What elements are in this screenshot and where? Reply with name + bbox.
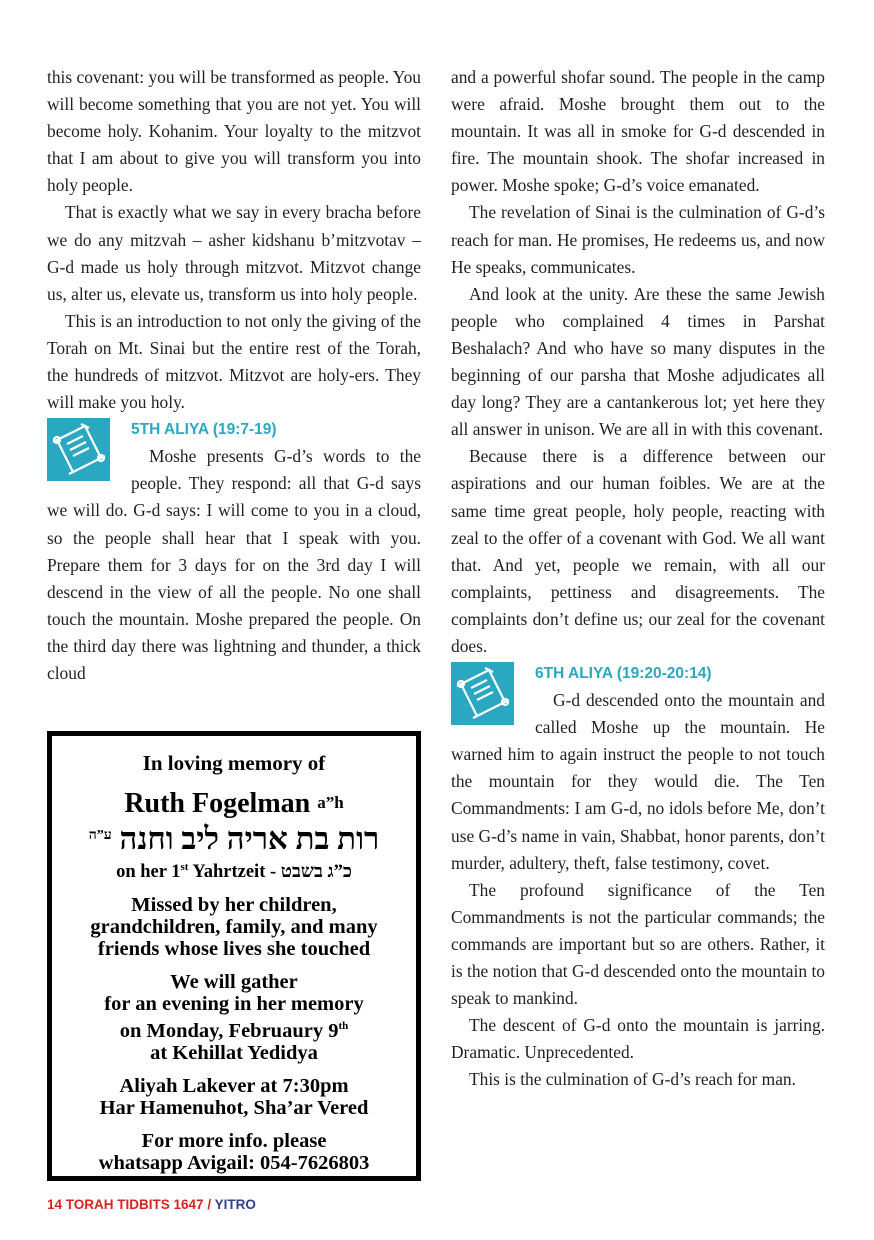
memorial-intro: In loving memory of [142,751,326,775]
footer-parsha: YITRO [214,1197,256,1212]
aliya-text: G-d descended onto the mountain and called Moshe up the mountain. He warned him to again instruct the people to not touch the mountain for they would die. The Ten Commandments: I am G-d, no idols before Me, don’t use G-d’s name in vain, Shabbat, honor parents, don’t murder, adultery, theft, false testimony, covet. [451,690,825,873]
torah-scroll-icon [47,418,110,481]
memorial-notice [47,731,421,1181]
missed-line: Missed by her children, [131,894,337,917]
aliya-title: 6TH ALIYA (19:20-20:14) [535,665,712,683]
paragraph: The profound significance of the Ten Commandments is not the particular commands; the commands are important but so are others. Rather, it is the notion that G-d descended onto the mountain to speak to mankind. [451,879,825,1009]
aliya-6-section [451,660,825,877]
yahrtzeit-hebrew: כ”ג בשבט [280,862,352,883]
memorial-missed [52,894,416,960]
footer-page-label: 14 TORAH TIDBITS 1647 [47,1197,204,1212]
gather-line: We will gather [170,971,298,994]
gather-date: on Monday, Februaury 9 [119,1019,339,1042]
missed-line: grandchildren, family, and many [90,916,378,939]
paragraph: And look at the unity. Are these the same Jewish people who complained 4 times in Parshat Beshalach? And who have so many disputes in the beginning of our parsha that Moshe adjudicates all day long? They are a cantankerous lot; yet here they all answer in unison. We are all in with this covenant. [451,283,825,440]
memorial-name-text: Ruth Fogelman [124,788,311,819]
paragraph: this covenant: you will be transformed as people. You will become something that you are not yet. You will become holy. Kohanim. Your loyalty to the mitzvot that I am about to give you will transform you into holy people. [47,67,421,196]
info-line: For more info. please [141,1129,327,1152]
footer-separator: / [203,1197,215,1212]
memorial-aliyah [52,1075,416,1119]
memorial-name-suffix: a”h [317,793,344,812]
memorial-info [52,1130,416,1174]
missed-line: friends whose lives she touched [97,938,371,961]
memorial-yahrtzeit [52,856,416,883]
aliyah-line: Har Hamenuhot, Sha’ar Vered [99,1096,369,1119]
aliyah-line: Aliyah Lakever at 7:30pm [119,1074,349,1097]
paragraph: This is an introduction to not only the giving of the Torah on Mt. Sinai but the entire rest of the Torah, the hundreds of mitzvot. Mitzvot are holy-ers. They will make you holy. [47,310,421,413]
gather-date-sup: th [338,1020,349,1033]
paragraph: That is exactly what we say in every bracha before we do any mitzvah – asher kidshanu b’mitzvotav – G-d made us holy through mitzvot. Mitzvot change us, alter us, elevate us, transform us into holy people. [47,202,421,304]
paragraph: This is the culmination of G-d’s reach for man. [469,1069,796,1090]
paragraph: The revelation of Sinai is the culmination of G-d’s reach for man. He promises, He redeems us, and now He speaks, communicates. [451,202,825,277]
info-line: whatsapp Avigail: 054-7626803 [98,1151,370,1174]
memorial-hebrew-suffix: ע”ה [88,828,112,843]
memorial-gather [52,971,416,1064]
memorial-hebrew-name [52,819,416,856]
paragraph: Because there is a difference between our aspirations and our human foibles. We are at the same time great people, holy people, reacting with zeal to the offer of a covenant with God. We all want that. And yet, people we remain, with all our complaints, pettiness and disagreements. The complaints don’t define us; our zeal for the covenant does. [451,446,825,656]
aliya-5-section [47,416,421,687]
yahrtzeit-sup: st [180,861,189,873]
left-column [47,64,421,687]
yahrtzeit-prefix: on her 1 [116,862,181,883]
gather-line-date [52,1015,416,1042]
aliya-title: 5TH ALIYA (19:7-19) [131,421,277,439]
torah-scroll-icon [451,662,514,725]
gather-line: for an evening in her memory [104,993,364,1016]
memorial-hebrew-name-text: רות בת אריה ליב וחנה [119,821,380,856]
gather-line: at Kehillat Yedidya [150,1041,318,1064]
page-footer [47,1197,256,1212]
aliya-text: Moshe presents G-d’s words to the people. They respond: all that G-d says we will do. G-d says: I will come to you in a cloud, so the people shall hear that I speak with you. Prepare them for 3 days for on the 3rd day I will descend in the view of all the people. No one shall touch the mountain. Moshe prepared the people. On the third day there was lightning and thunder, a thick cloud [47,446,421,683]
paragraph: and a powerful shofar sound. The people in the camp were afraid. Moshe brought them out to the mountain. It was all in smoke for G-d descended in fire. The mountain shook. The shofar increased in power. Moshe spoke; G-d’s voice emanated. [451,67,825,196]
right-column [451,64,825,1093]
memorial-name [52,788,416,819]
paragraph: The descent of G-d onto the mountain is jarring. Dramatic. Unprecedented. [451,1015,825,1063]
yahrtzeit-suffix: Yahrtzeit - [188,862,281,883]
